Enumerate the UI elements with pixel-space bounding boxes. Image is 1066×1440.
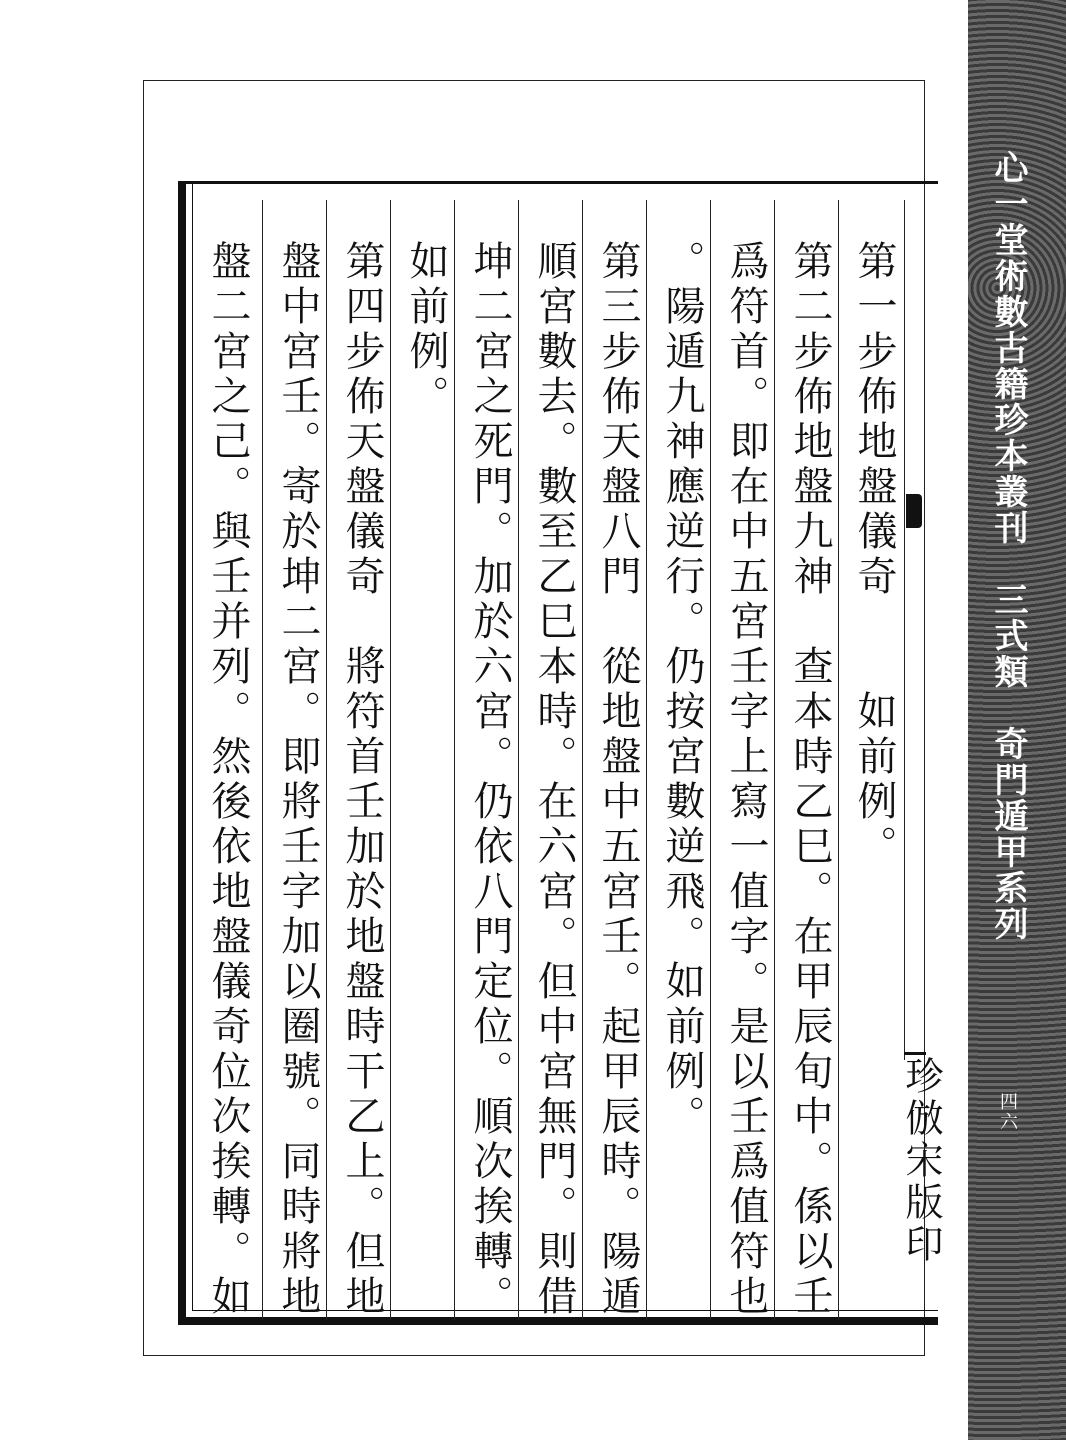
text-column-11: 盤二宮之己。與壬并列。然後依地盤儀奇位次挨轉。如 [205,240,251,1320]
text-column-8: 如前例。 [403,240,449,420]
text-column-5: 第三步佈天盤八門 從地盤中五宮壬。起甲辰時。陽遁 [595,240,641,1320]
text-column-9: 第四步佈天盤儀奇 將符首壬加於地盤時干乙上。但地 [339,240,385,1320]
series-title: 心一堂術數古籍珍本叢刊 三式類 奇門遁甲系列 [988,150,1028,942]
column-rule [262,200,263,1320]
column-rule [454,200,455,1320]
column-rule [710,200,711,1320]
column-rule [774,200,775,1320]
text-column-6: 順宮數去。數至乙巳本時。在六宮。但中宮無門。則借 [531,240,577,1320]
text-column-2: 第二步佈地盤九神 查本時乙巳。在甲辰旬中。係以壬 [787,240,833,1320]
page-number: 四六 [997,1092,1018,1132]
column-rule [326,200,327,1320]
text-column-4: 。陽遁九神應逆行。仍按宮數逆飛。如前例。 [659,240,705,1140]
column-rule [646,200,647,1320]
edition-tick [904,1052,926,1055]
text-column-1: 第一步佈地盤儀奇 如前例。 [851,240,897,870]
column-rule [582,200,583,1320]
column-rule [518,200,519,1320]
text-column-3: 爲符首。即在中五宮壬字上寫一值字。是以壬爲值符也 [723,240,769,1320]
text-column-7: 坤二宮之死門。加於六宮。仍依八門定位。順次挨轉。 [467,240,513,1320]
edition-note: 珍倣宋版印 [899,1056,943,1266]
text-column-10: 盤中宮壬。寄於坤二宮。即將壬字加以圈號。同時將地 [275,240,321,1320]
column-rule [838,200,839,1320]
column-rule [390,200,391,1320]
column-rule [904,200,905,1060]
fishtail-mark [906,494,922,528]
